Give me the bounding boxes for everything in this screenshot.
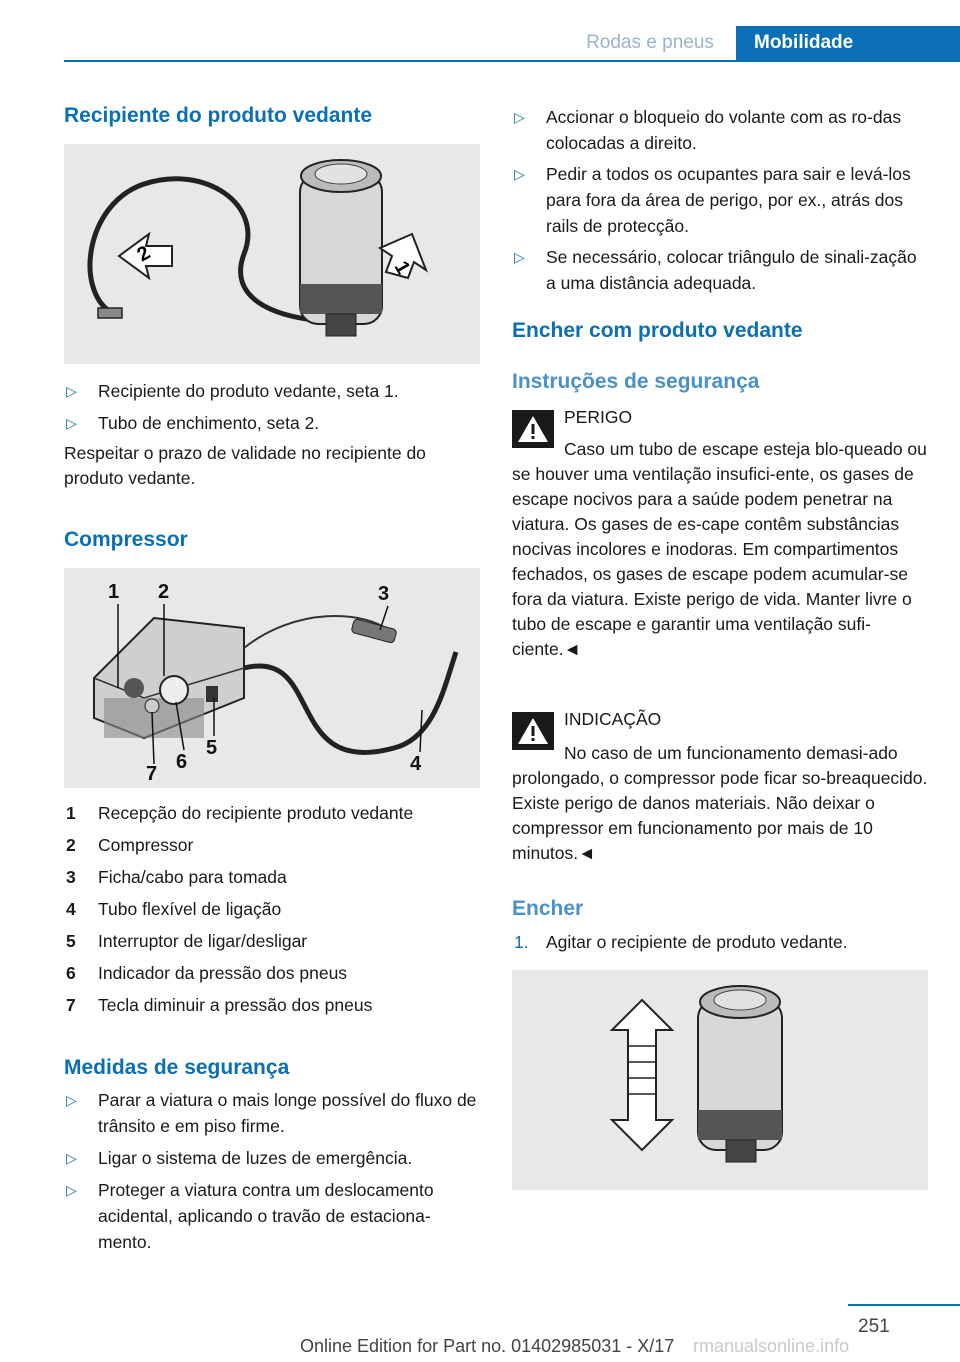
warning-title-perigo: PERIGO: [564, 407, 633, 427]
legend-item: [64, 864, 480, 890]
legend-item: [64, 960, 480, 986]
warning-text-indicacao: No caso de um funcionamento demasi-ado prolongado, o compressor pode ficar so-breaquecido. Existe perigo de danos materiais. Não deixar o compressor em funcionamento por mais de 10 minutos.◄: [512, 743, 928, 863]
list-item: ▷ Tubo de enchimento, seta 2.: [64, 410, 480, 436]
fig2-label-6: 6: [176, 751, 188, 773]
heading-instrucoes: Instruções de segurança: [512, 370, 760, 393]
recipiente-paragraph: Respeitar o prazo de validade no recipiente do produto vedante.: [64, 443, 426, 488]
heading-encher-produto: Encher com produto vedante: [512, 319, 803, 342]
figure-compressor: [64, 568, 480, 788]
legend-number: 3: [66, 867, 76, 887]
watermark: rmanualsonline.info: [693, 1336, 850, 1356]
warning-text-perigo: Caso um tubo de escape esteja blo-queado ou se houver uma ventilação insufici-ente, os gases de escape nocivos para a saúde podem penetrar na viatura. Os gases de es-cape contêm substâncias nocivas incolores e inodoras. Em compartimentos fechados, os gases de escape podem acumular-se fora da viatura. Existe perigo de vida. Manter livre o tubo de escape e garantir uma ventilação sufi-ciente.◄: [512, 439, 927, 659]
list-item: ▷ Ligar o sistema de luzes de emergência.: [64, 1145, 480, 1171]
legend-number: 1: [66, 803, 76, 823]
list-item: ▷ Se necessário, colocar triângulo de sinali-zação a uma distância adequada.: [512, 244, 928, 296]
shake-illustration: [512, 970, 928, 1190]
legend-number: 5: [66, 931, 76, 951]
triangle-bullet-icon: ▷: [514, 166, 525, 182]
edition-text: Online Edition for Part no. 01402985031 - X/17: [300, 1336, 675, 1356]
fig1-label-1: 1: [389, 257, 415, 279]
triangle-bullet-icon: ▷: [66, 1182, 77, 1198]
header-rule: [64, 60, 960, 62]
heading-encher: Encher: [512, 897, 584, 920]
step-item: [512, 929, 928, 955]
triangle-bullet-icon: ▷: [66, 415, 77, 431]
legend-item: [64, 928, 480, 954]
triangle-bullet-icon: ▷: [66, 1150, 77, 1166]
figure-sealant-container: [64, 144, 480, 364]
legend-text: Tubo flexível de ligação: [98, 899, 282, 919]
step-number: 1.: [514, 932, 529, 952]
list-item: ▷ Parar a viatura o mais longe possível do fluxo de trânsito e em piso firme.: [64, 1087, 480, 1139]
fig2-label-3: 3: [378, 583, 390, 605]
legend-item: [64, 992, 480, 1018]
triangle-bullet-icon: ▷: [514, 109, 525, 125]
compressor-illustration: [64, 568, 480, 788]
tab-mobilidade[interactable]: Mobilidade: [736, 26, 960, 60]
legend-text: Interruptor de ligar/desligar: [98, 931, 308, 951]
list-item: ▷ Proteger a viatura contra um deslocamento acidental, aplicando o travão de estaciona-mento.: [64, 1177, 480, 1255]
page-number: 251: [858, 1316, 890, 1337]
heading-recipiente: Recipiente do produto vedante: [64, 104, 373, 127]
legend-item: [64, 832, 480, 858]
heading-compressor: Compressor: [64, 528, 188, 551]
fig2-label-4: 4: [410, 753, 422, 775]
legend-text: Recepção do recipiente produto vedante: [98, 803, 414, 823]
legend-number: 7: [66, 995, 76, 1015]
tab-rodas-e-pneus[interactable]: Rodas e pneus: [586, 32, 714, 53]
legend-number: 2: [66, 835, 76, 855]
legend-item: [64, 800, 480, 826]
legend-text: Ficha/cabo para tomada: [98, 867, 287, 887]
fig2-label-5: 5: [206, 737, 218, 759]
list-item: ▷ Pedir a todos os ocupantes para sair e levá-los para fora da área de perigo, por ex., atrás dos rails de protecção.: [512, 161, 928, 239]
triangle-bullet-icon: ▷: [66, 383, 77, 399]
legend-text: Compressor: [98, 835, 194, 855]
triangle-bullet-icon: ▷: [66, 1092, 77, 1108]
footer-rule: [848, 1304, 960, 1306]
legend-text: Tecla diminuir a pressão dos pneus: [98, 995, 373, 1015]
fig2-label-1: 1: [108, 581, 120, 603]
legend-item: [64, 896, 480, 922]
list-item: ▷ Recipiente do produto vedante, seta 1.: [64, 378, 480, 404]
sealant-container-illustration: [64, 144, 480, 364]
legend-number: 4: [66, 899, 76, 919]
legend-number: 6: [66, 963, 76, 983]
list-item: ▷ Accionar o bloqueio do volante com as ro-das colocadas a direito.: [512, 104, 928, 156]
fig2-label-2: 2: [158, 581, 170, 603]
step-text: Agitar o recipiente de produto vedante.: [546, 932, 848, 952]
figure-shake-container: [512, 970, 928, 1190]
fig1-label-2: 2: [133, 241, 155, 267]
triangle-bullet-icon: ▷: [514, 249, 525, 265]
legend-text: Indicador da pressão dos pneus: [98, 963, 348, 983]
warning-title-indicacao: INDICAÇÃO: [564, 709, 662, 729]
fig2-label-7: 7: [146, 763, 158, 785]
heading-medidas: Medidas de segurança: [64, 1056, 290, 1079]
